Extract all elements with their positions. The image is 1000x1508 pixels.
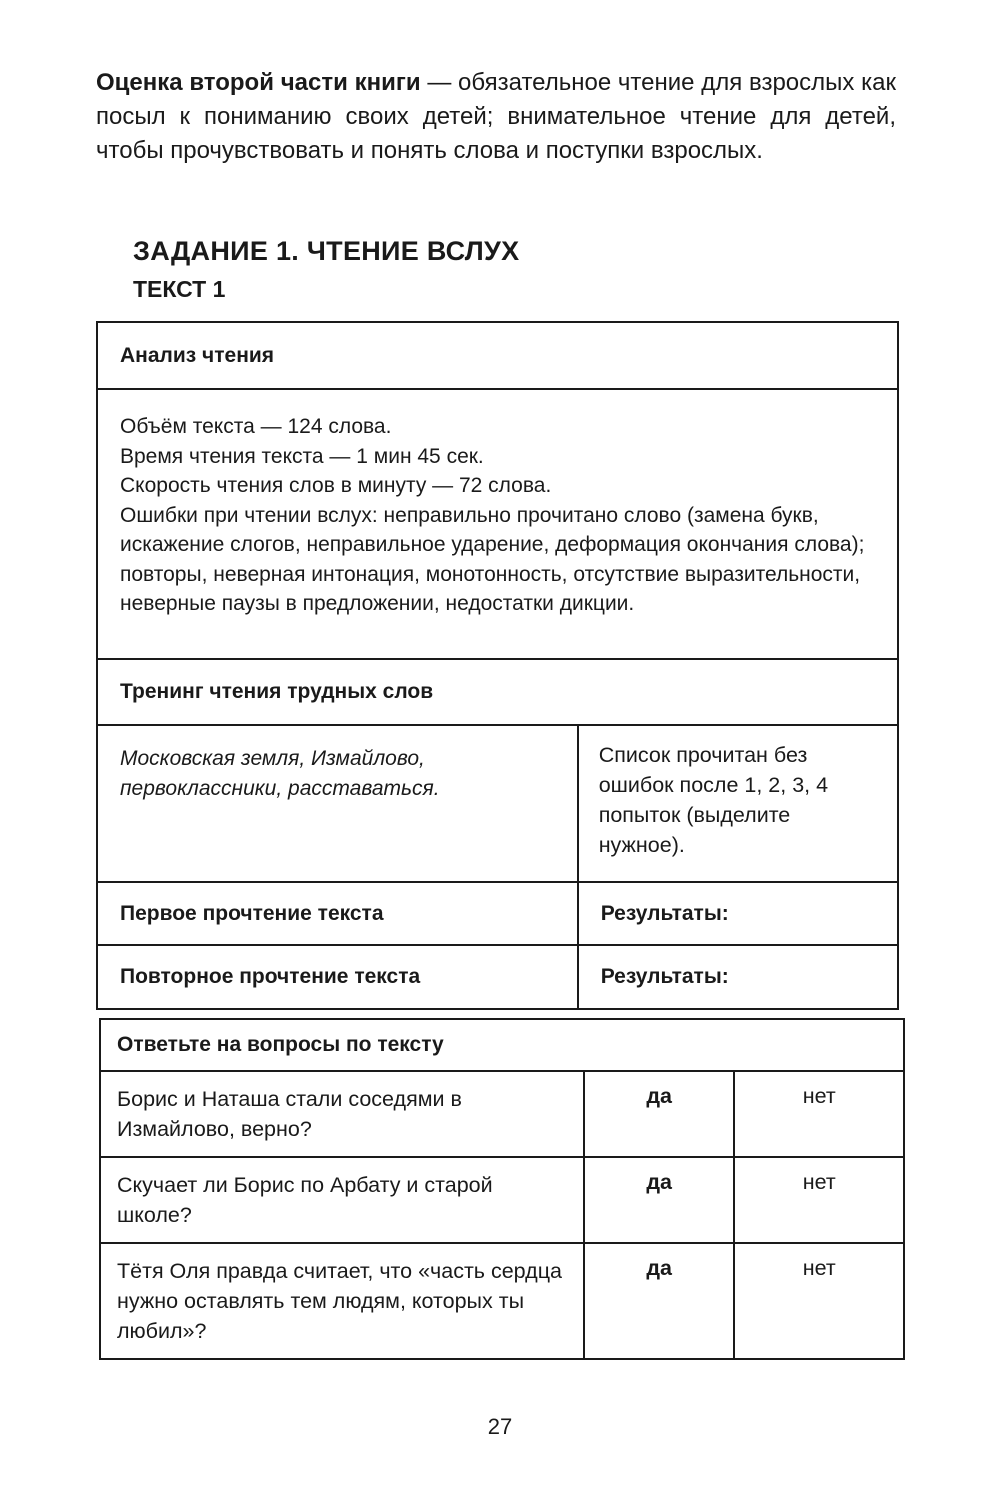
answer-yes[interactable]: да <box>584 1071 735 1157</box>
table-row <box>100 1157 904 1243</box>
analysis-line-errors: Ошибки при чтении вслух: неправильно прочитано слово (замена букв, искажение слогов, неправильное ударение, деформация окончания слова); повторы, неверная интонация, монотонность, отсутствие выразительности, неверные паузы в предложении, недостатки дикции. <box>120 503 865 615</box>
analysis-line-volume: Объём текста — 124 слова. <box>120 415 392 438</box>
intro-paragraph <box>96 66 896 168</box>
answer-no[interactable]: нет <box>734 1071 904 1157</box>
answer-yes[interactable]: да <box>584 1243 735 1359</box>
answer-no[interactable]: нет <box>734 1157 904 1243</box>
text-title: ТЕКСТ 1 <box>133 276 226 302</box>
training-header: Тренинг чтения трудных слов <box>97 659 898 725</box>
intro-bold-lead: Оценка второй части книги <box>96 69 421 96</box>
reading-analysis-table <box>96 321 899 1010</box>
question-text: Борис и Наташа стали соседями в Измайлово, верно? <box>100 1071 584 1157</box>
analysis-body <box>97 389 898 659</box>
training-note: Список прочитан без ошибок после 1, 2, 3, 4 попыток (выделите нужное). <box>578 725 898 882</box>
question-text: Тётя Оля правда считает, что «часть сердца нужно оставлять тем людям, которых ты любил»? <box>100 1243 584 1359</box>
table-row <box>100 1071 904 1157</box>
page-number: 27 <box>487 1414 513 1439</box>
questions-table <box>99 1018 905 1360</box>
training-words: Московская земля, Измайлово, первоклассники, расставаться. <box>97 725 578 882</box>
second-reading-result: Результаты: <box>578 945 898 1009</box>
analysis-header: Анализ чтения <box>97 322 898 389</box>
analysis-line-time: Время чтения текста — 1 мин 45 сек. <box>120 444 484 468</box>
question-text: Скучает ли Борис по Арбату и старой школе? <box>100 1157 584 1243</box>
answer-yes[interactable]: да <box>584 1157 735 1243</box>
questions-header: Ответьте на вопросы по тексту <box>100 1019 904 1071</box>
table-row <box>100 1243 904 1359</box>
task-title: ЗАДАНИЕ 1. ЧТЕНИЕ ВСЛУХ <box>133 236 520 266</box>
first-reading-result: Результаты: <box>578 882 898 945</box>
intro-text: — обязательное чтение для взрослых как посыл к пониманию своих детей; внимательное чтение для детей, чтобы прочувствовать и понять слова и поступки взрослых. <box>96 69 896 164</box>
analysis-line-speed: Скорость чтения слов в минуту — 72 слова. <box>120 474 552 497</box>
first-reading-label: Первое прочтение текста <box>97 882 578 945</box>
answer-no[interactable]: нет <box>734 1243 904 1359</box>
second-reading-label: Повторное прочтение текста <box>97 945 578 1009</box>
